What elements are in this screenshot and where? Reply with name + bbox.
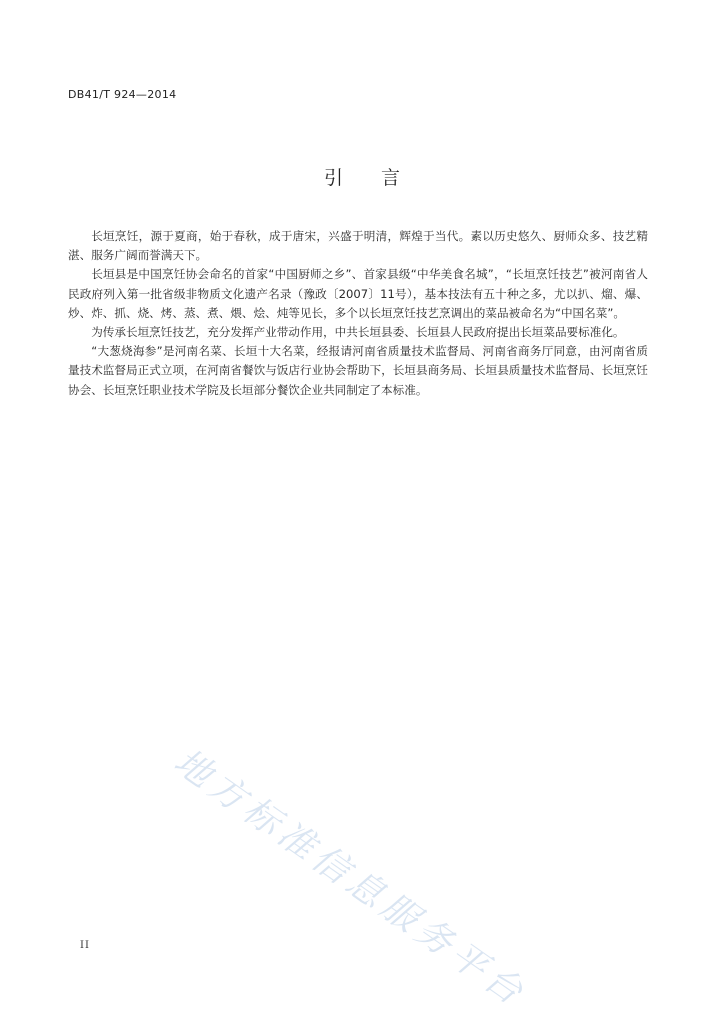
- page-number: II: [80, 940, 90, 951]
- paragraph-history: 长垣烹饪，源于夏商，始于春秋，成于唐宋，兴盛于明清，辉煌于当代。素以历史悠久、厨师众多、技艺精湛、服务广阔而誉满天下。: [68, 229, 648, 263]
- watermark: 地方标准信息服务平台: [166, 741, 535, 1016]
- paragraph-drafting: “大葱烧海参”是河南名菜、长垣十大名菜，经报请河南省质量技术监督局、河南省商务厅同意，由河南省质量技术监督局正式立项，在河南省餐饮与饭店行业协会帮助下，长垣县商务局、长垣县质量技术监督局、长垣烹饪协会、长垣烹饪职业技术学院及长垣部分餐饮企业共同制定了本标准。: [68, 344, 648, 397]
- document-code: DB41/T 924—2014: [68, 88, 177, 101]
- introduction-body: [68, 227, 648, 400]
- paragraph-honors: 长垣县是中国烹饪协会命名的首家“中国厨师之乡”、首家县级“中华美食名城”，“长垣烹饪技艺”被河南省人民政府列入第一批省级非物质文化遗产名录（豫政〔2007〕11号），基本技法有五十种之多，尤以扒、熘、爆、炒、炸、抓、烧、烤、蒸、煮、煨、烩、炖等见长，多个以长垣烹饪技艺烹调出的菜品被命名为“中国名菜”。: [68, 267, 648, 320]
- paragraph-standardization: 为传承长垣烹饪技艺，充分发挥产业带动作用，中共长垣县委、长垣县人民政府提出长垣菜品要标准化。: [91, 325, 625, 340]
- section-title: 引言: [323, 167, 438, 189]
